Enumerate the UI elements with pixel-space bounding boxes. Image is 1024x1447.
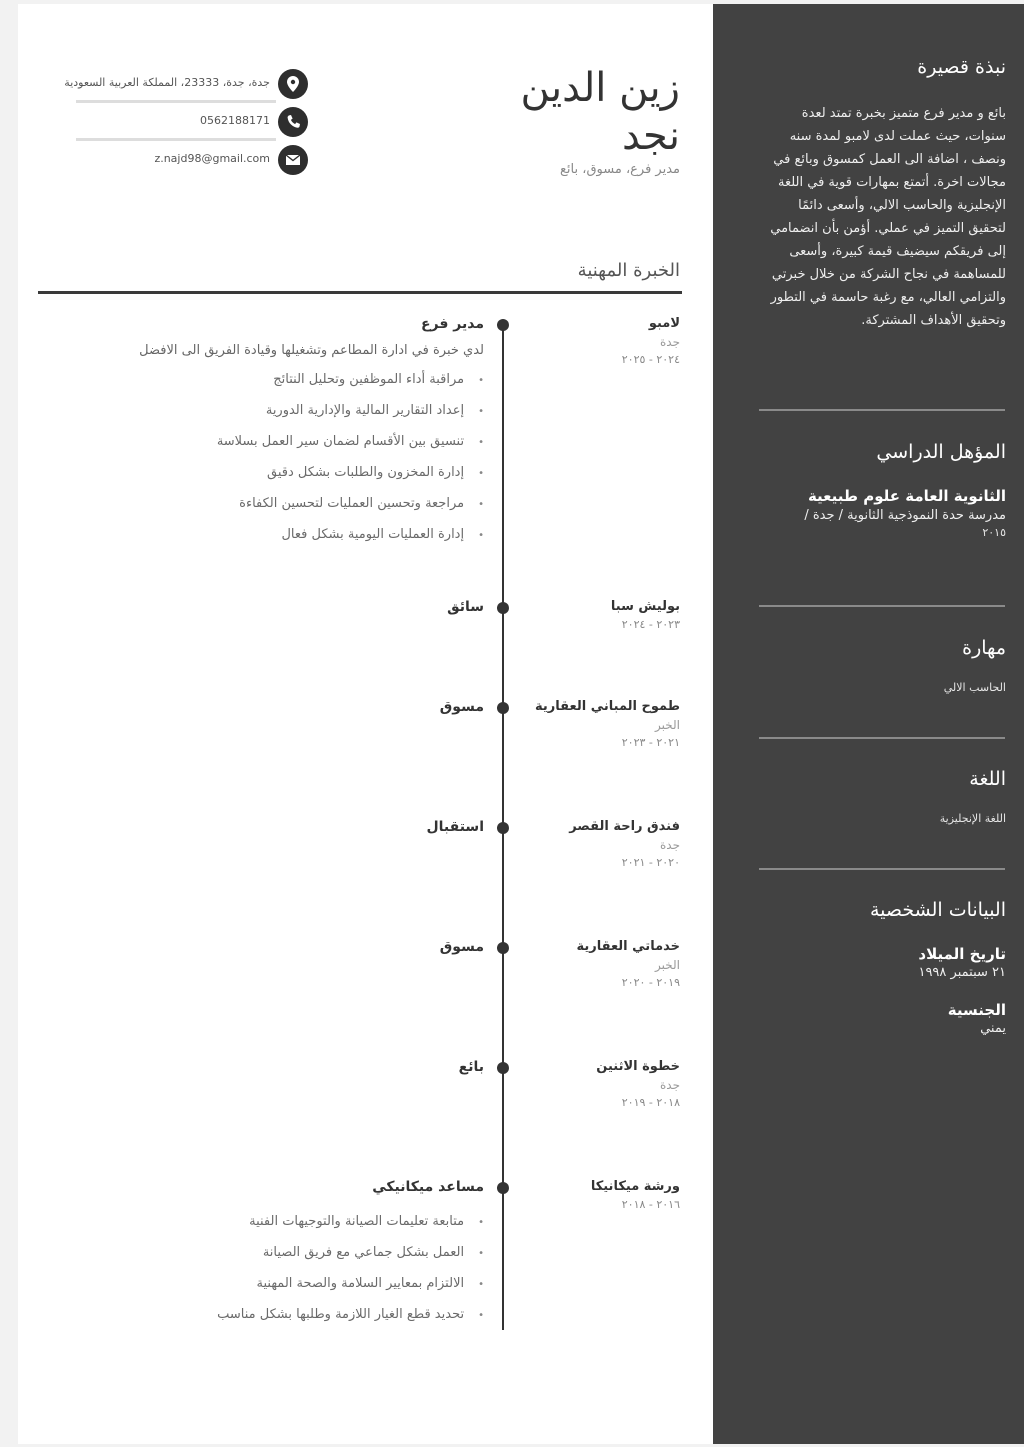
languages-section (760, 768, 1006, 825)
company-dates: ٢٠١٦ - ٢٠١٨ (621, 1198, 680, 1211)
sidebar-divider (759, 868, 1005, 870)
email-icon (278, 145, 308, 175)
timeline-dot (497, 1062, 509, 1074)
timeline-dot (497, 319, 509, 331)
experience-rule (38, 291, 682, 294)
job-branch-manager (139, 315, 484, 550)
nationality-value: يمني (980, 1021, 1006, 1036)
list-item: • مراجعة وتحسين العمليات لتحسين الكفاءة (139, 488, 484, 519)
location-pin-icon (278, 69, 308, 99)
job-reception (427, 818, 484, 836)
skills-title: مهارة (962, 637, 1006, 659)
skill-item: الحاسب الالي (943, 681, 1006, 694)
company-tumooh (535, 698, 680, 752)
birth-label: تاريخ الميلاد (918, 945, 1006, 963)
list-item: • إدارة العمليات اليومية بشكل فعال (139, 519, 484, 550)
company-city: جدة (659, 335, 680, 349)
timeline-dot (497, 1182, 509, 1194)
sidebar (713, 4, 1024, 1444)
list-item: • مراقبة أداء الموظفين وتحليل النتائج (139, 364, 484, 395)
list-item: • متابعة تعليمات الصيانة والتوجيهات الفنية (217, 1206, 484, 1237)
education-year: ٢٠١٥ (982, 526, 1006, 539)
education-degree: الثانوية العامة علوم طبيعية (807, 487, 1006, 505)
company-polish-spa (611, 598, 680, 634)
job-title: سائق (447, 599, 484, 615)
timeline-dot (497, 942, 509, 954)
contact-divider (76, 100, 276, 103)
job-mechanic-assistant (217, 1178, 484, 1330)
job-bullets (217, 1206, 484, 1330)
job-title: مسوق (439, 939, 484, 955)
birth-value: ٢١ سبتمبر ١٩٩٨ (918, 965, 1006, 980)
company-dates: ٢٠١٩ - ٢٠٢٠ (621, 976, 680, 989)
list-item: • إدارة المخزون والطلبات بشكل دقيق (139, 457, 484, 488)
phone-text[interactable]: 0562188171 (200, 114, 270, 127)
company-lambo (622, 315, 680, 369)
phone-icon (278, 107, 308, 137)
name-line-2: نجد (622, 113, 680, 159)
company-city: الخبر (655, 958, 680, 972)
company-name: خطوة الاثنين (596, 1059, 680, 1074)
company-dates: ٢٠٢٤ - ٢٠٢٥ (621, 353, 680, 366)
timeline-dot (497, 702, 509, 714)
education-section (760, 441, 1006, 539)
job-title: مسوق (439, 699, 484, 715)
list-item: • إعداد التقارير المالية والإدارية الدورية (139, 395, 484, 426)
company-city: جدة (659, 1078, 680, 1092)
education-school: مدرسة حدة النموذجية الثانوية / جدة / (804, 508, 1006, 523)
company-city: الخبر (655, 718, 680, 732)
personal-section (760, 899, 1006, 1039)
company-workshop (591, 1178, 680, 1214)
language-item: اللغة الإنجليزية (939, 812, 1006, 825)
skills-section (760, 637, 1006, 694)
job-title: مساعد ميكانيكي (372, 1179, 484, 1195)
company-hotel (569, 818, 680, 872)
experience-title: الخبرة المهنية (577, 260, 680, 281)
resume-page (18, 4, 1024, 1444)
job-title: مدير فرع (420, 316, 484, 332)
email-text[interactable]: z.najd98@gmail.com (154, 152, 270, 165)
job-marketer (440, 698, 484, 716)
job-bullets (139, 364, 484, 550)
company-name: لامبو (648, 316, 680, 331)
job-seller (459, 1058, 484, 1076)
company-name: ورشة ميكانيكا (590, 1179, 680, 1194)
about-section (760, 56, 1006, 332)
address-text: جدة، جدة، 23333، المملكة العربية السعودية (64, 76, 270, 89)
about-text: بائع و مدير فرع متميز بخبرة تمتد لعدة سنوات، حيث عملت لدى لامبو لمدة سنه ونصف ، اضافة الى العمل كمسوق وبائع في مجالات اخرة. أتمتع بمهارات قوية في اللغة الإنجليزية والحاسب الالي، وأسعى دائمًا لتحقيق التميز في عملي. أؤمن بأن انضمامي إلى فريقكم سيضيف قيمة كبيرة، وأسعى للمساهمة في نجاح الشركة من خلال خبرتي والتزامي العالي، مع رغبة حاسمة في التطور وتحقيق الأهداف المشتركة. (770, 106, 1006, 328)
company-dates: ٢٠٢٣ - ٢٠٢٤ (621, 618, 680, 631)
company-dates: ٢٠٢١ - ٢٠٢٣ (621, 736, 680, 749)
name-line-1: زين الدين (520, 65, 680, 111)
job-driver (447, 598, 484, 616)
company-city: جدة (659, 838, 680, 852)
timeline-dot (497, 602, 509, 614)
job-description: لدي خبرة في ادارة المطاعم وتشغيلها وقيادة الفريق الى الافضل (139, 343, 484, 358)
company-khadamati (576, 938, 680, 992)
company-name: طموح المباني العقارية (535, 699, 680, 714)
company-dates: ٢٠٢٠ - ٢٠٢١ (621, 856, 680, 869)
languages-title: اللغة (969, 768, 1006, 790)
job-marketer (440, 938, 484, 956)
company-name: خدماتي العقارية (576, 939, 680, 954)
education-title: المؤهل الدراسي (876, 441, 1006, 463)
sidebar-divider (759, 409, 1005, 411)
candidate-name (521, 64, 681, 160)
company-name: فندق راحة القصر (569, 819, 680, 834)
timeline-dot (497, 822, 509, 834)
list-item: • العمل بشكل جماعي مع فريق الصيانة (217, 1237, 484, 1268)
sidebar-divider (759, 605, 1005, 607)
nationality-label: الجنسية (947, 1001, 1006, 1019)
company-dates: ٢٠١٨ - ٢٠١٩ (621, 1096, 680, 1109)
company-khutwa (596, 1058, 680, 1112)
list-item: • تنسيق بين الأقسام لضمان سير العمل بسلاسة (139, 426, 484, 457)
about-title: نبذة قصيرة (917, 56, 1006, 78)
list-item: • تحديد قطع الغيار اللازمة وطلبها بشكل مناسب (217, 1299, 484, 1330)
sidebar-divider (759, 737, 1005, 739)
job-title: استقبال (426, 819, 484, 835)
list-item: • الالتزام بمعايير السلامة والصحة المهنية (217, 1268, 484, 1299)
personal-title: البيانات الشخصية (869, 899, 1006, 921)
company-name: بوليش سبا (610, 599, 680, 614)
contact-divider (76, 138, 276, 141)
job-title: بائع (458, 1059, 484, 1075)
roles-subtitle: مدير فرع، مسوق، بائع (560, 162, 680, 177)
